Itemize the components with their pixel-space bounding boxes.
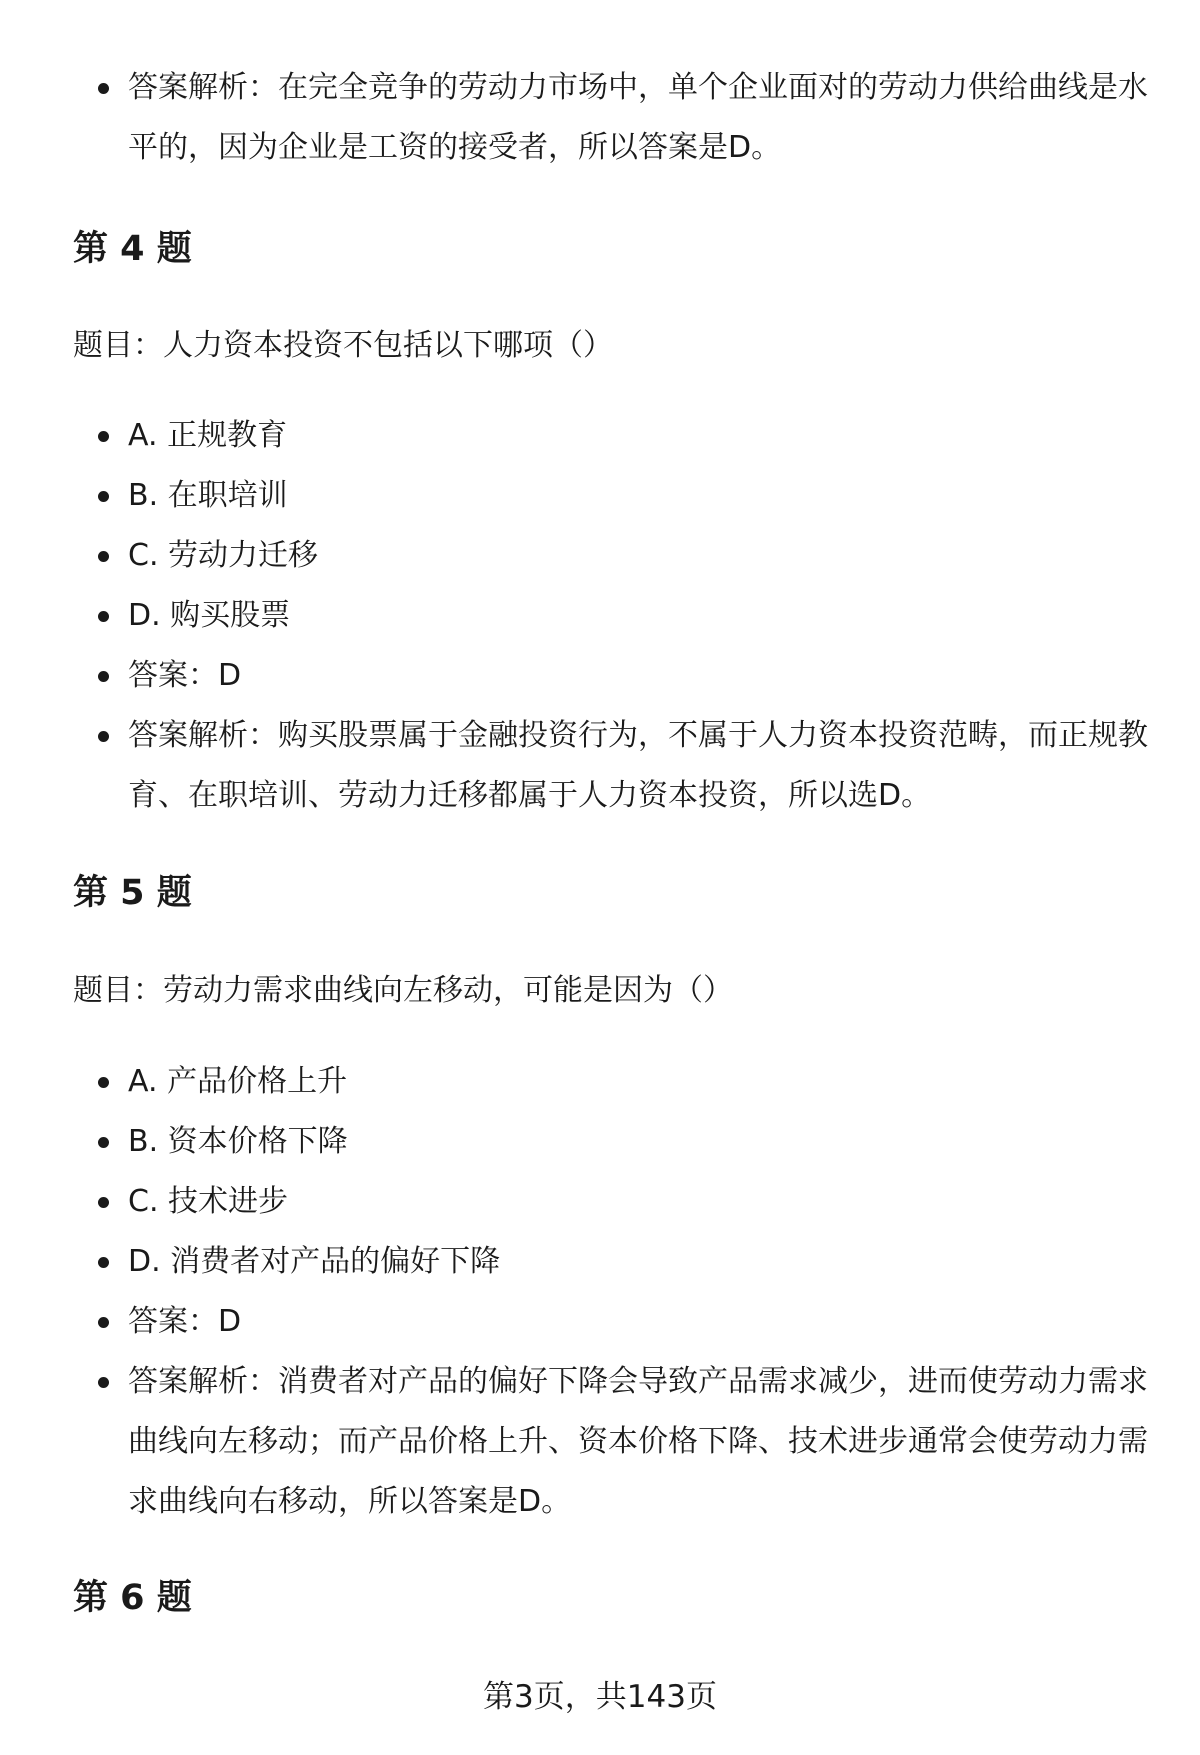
q4-heading: 第 4 题 — [73, 229, 192, 269]
q6-heading: 第 6 题 — [73, 1578, 192, 1618]
q4-answer: 答案：D — [0, 646, 1200, 706]
q5-answer: 答案：D — [0, 1292, 1200, 1352]
q5-option-c: C. 技术进步 — [0, 1172, 1200, 1232]
q5-option-a: A. 产品价格上升 — [0, 1052, 1200, 1112]
q5-analysis: 答案解析：消费者对产品的偏好下降会导致产品需求减少，进而使劳动力需求曲线向左移动；而产品价格上升、资本价格下降、技术进步通常会使劳动力需求曲线向右移动，所以答案是D。 — [0, 1352, 1200, 1532]
page-indicator: 第3页，共143页 — [483, 1679, 717, 1715]
q4-options-list — [0, 406, 1200, 826]
q5-option-d: D. 消费者对产品的偏好下降 — [0, 1232, 1200, 1292]
q4-option-d: D. 购买股票 — [0, 586, 1200, 646]
q4-option-a: A. 正规教育 — [0, 406, 1200, 466]
q5-options-list — [0, 1052, 1200, 1532]
q4-list-block — [0, 406, 1200, 826]
q3-analysis-list — [0, 58, 1200, 178]
q5-heading: 第 5 题 — [73, 873, 192, 913]
q5-option-b: B. 资本价格下降 — [0, 1112, 1200, 1172]
q3-analysis-label: 答案解析： — [128, 70, 278, 105]
q4-option-b: B. 在职培训 — [0, 466, 1200, 526]
q4-option-c: C. 劳动力迁移 — [0, 526, 1200, 586]
q3-analysis-item — [0, 58, 1200, 178]
q3-analysis-block — [0, 58, 1200, 178]
q3-analysis-text: 在完全竞争的劳动力市场中，单个企业面对的劳动力供给曲线是水平的，因为企业是工资的接受者，所以答案是D。 — [128, 70, 1148, 165]
q5-list-block — [0, 1052, 1200, 1532]
q5-stem: 题目：劳动力需求曲线向左移动，可能是因为（） — [73, 973, 733, 1008]
q4-analysis: 答案解析：购买股票属于金融投资行为，不属于人力资本投资范畴，而正规教育、在职培训、劳动力迁移都属于人力资本投资，所以选D。 — [0, 706, 1200, 826]
q4-stem: 题目：人力资本投资不包括以下哪项（） — [73, 328, 613, 363]
